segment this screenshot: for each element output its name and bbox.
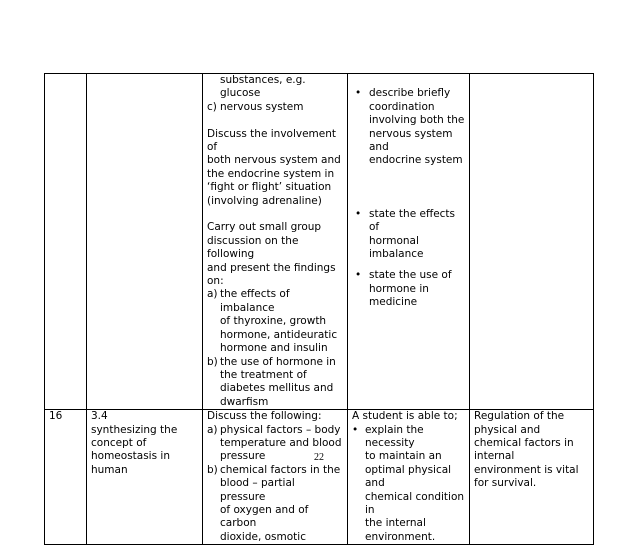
activities-cell — [203, 74, 348, 410]
learning-area-cell — [87, 74, 203, 410]
text-line: physical factors – body — [220, 423, 341, 436]
text-line: dioxide, osmotic — [220, 530, 306, 543]
text-line: dwarfism — [220, 395, 269, 408]
list-text: nervous system — [220, 100, 304, 113]
continued-text: substances, e.g. glucose — [220, 74, 306, 100]
bullet-icon: • — [355, 269, 362, 282]
text-line: on: — [207, 275, 224, 288]
text-line: involving both the — [369, 114, 465, 127]
text-line: state the effects of — [369, 207, 456, 234]
text-line: both nervous system and — [207, 154, 341, 167]
bullet-icon: • — [355, 207, 362, 220]
list-label: a) — [207, 423, 218, 436]
text-line: blood – partial pressure — [220, 477, 295, 503]
page-number: 22 — [314, 452, 324, 463]
text-line: temperature and blood — [220, 436, 342, 449]
text-line: discussion on the following — [207, 234, 299, 261]
text-line: pressure — [220, 450, 266, 463]
text-line: hormone and insulin — [220, 342, 328, 355]
text-line: diabetes mellitus and — [220, 382, 334, 395]
text-line: synthesizing the — [91, 423, 178, 436]
week-number: 16 — [49, 410, 63, 423]
text-line: endocrine system — [369, 154, 463, 167]
text-line: nervous system and — [369, 127, 453, 154]
text-line: 3.4 — [91, 410, 108, 423]
list-label: a) — [207, 288, 218, 301]
list-item — [207, 464, 343, 544]
text-line: (involving adrenaline) — [207, 194, 322, 207]
curriculum-table — [44, 73, 594, 545]
text-line: internal — [474, 450, 515, 463]
text-line: concept of — [91, 436, 147, 449]
activities-cell — [203, 410, 348, 545]
text-line: to maintain an — [365, 450, 442, 463]
text-line: environment. — [365, 530, 436, 543]
text-line: explain the necessity — [365, 423, 424, 449]
text-line: Discuss the involvement of — [207, 127, 337, 154]
text-line: for survival. — [474, 477, 537, 490]
table-row — [45, 74, 594, 410]
text-line: of thyroxine, growth — [220, 315, 327, 328]
text-line: medicine — [369, 296, 418, 309]
notes-cell — [470, 74, 594, 410]
week-cell — [45, 410, 87, 545]
text-line: A student is able to; — [352, 410, 458, 423]
text-line: hormone in — [369, 282, 429, 295]
list-item — [207, 101, 343, 114]
text-line: chemical condition in — [365, 490, 465, 516]
text-line: Regulation of the — [474, 410, 565, 423]
text-line: state the use of — [369, 269, 452, 282]
bullet-item — [352, 269, 465, 309]
text-line: environment is vital — [474, 463, 579, 476]
learning-area-cell — [87, 410, 203, 545]
text-line: ‘fight or flight’ situation — [207, 181, 332, 194]
text-line: Carry out small group — [207, 221, 322, 234]
week-cell — [45, 74, 87, 410]
list-label: c) — [207, 100, 217, 113]
text-line: the internal — [365, 517, 426, 530]
text-line: hormone, antideuratic — [220, 328, 338, 341]
notes-cell — [470, 410, 594, 545]
text-line: the treatment of — [220, 368, 307, 381]
list-item — [207, 356, 343, 410]
bullet-item — [352, 424, 465, 545]
involvement-paragraph — [207, 128, 343, 208]
text-line: and present the findings — [207, 261, 336, 274]
learning-outcomes-cell — [348, 74, 470, 410]
list-label: b) — [207, 463, 218, 476]
text-line: Discuss the following: — [207, 410, 322, 423]
text-line: physical and — [474, 423, 541, 436]
discussion-paragraph — [207, 221, 343, 288]
text-line: the use of hormone in — [220, 355, 336, 368]
text-line: of oxygen and of carbon — [220, 503, 309, 530]
text-line: homeostasis in — [91, 450, 170, 463]
text-line: chemical factors in — [474, 436, 574, 449]
bullet-icon: • — [355, 87, 362, 100]
text-line: human — [91, 463, 128, 476]
table-row — [45, 410, 594, 545]
bullet-item — [352, 208, 465, 262]
text-line: chemical factors in the — [220, 463, 341, 476]
bullet-icon: • — [352, 423, 359, 436]
text-line: hormonal imbalance — [369, 234, 424, 261]
list-item — [207, 288, 343, 355]
text-line: the endocrine system in — [207, 167, 335, 180]
text-line: coordination — [369, 100, 435, 113]
text-line: the effects of imbalance — [220, 288, 290, 314]
bullet-item — [352, 87, 465, 167]
learning-outcomes-cell — [348, 410, 470, 545]
text-line: optimal physical and — [365, 463, 452, 490]
text-line: describe briefly — [369, 87, 451, 100]
list-label: b) — [207, 355, 218, 368]
